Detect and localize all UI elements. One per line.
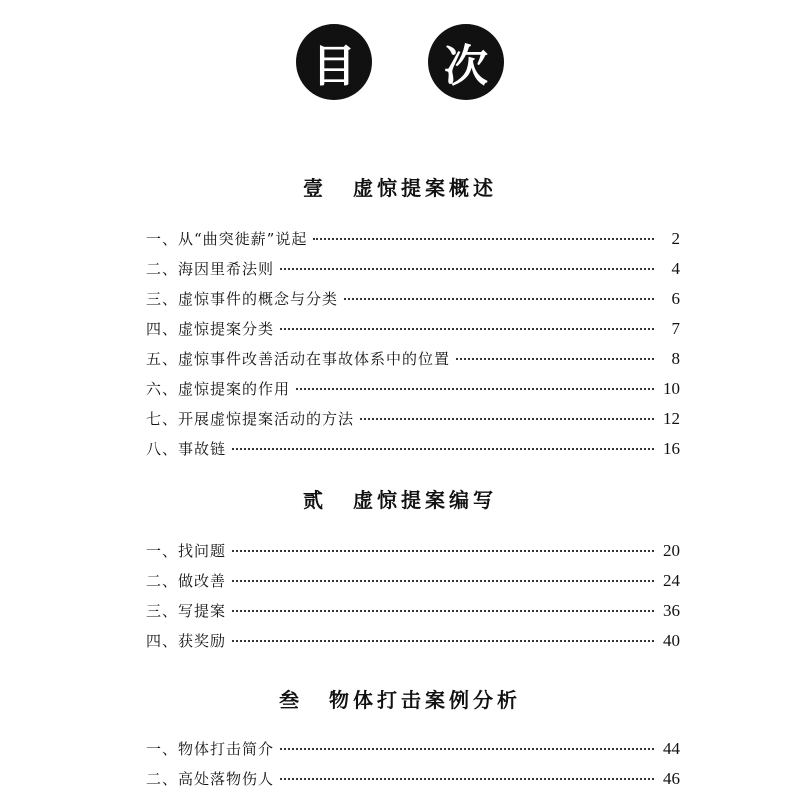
leader-dots bbox=[360, 418, 654, 420]
toc-entry-page: 2 bbox=[671, 229, 680, 248]
section-title: 物体打击案例分析 bbox=[329, 688, 521, 712]
page-title bbox=[0, 24, 800, 100]
toc-list-1 bbox=[146, 228, 680, 468]
leader-dots bbox=[232, 610, 654, 612]
toc-entry[interactable] bbox=[146, 540, 680, 570]
toc-entry-label: 五、虚惊事件改善活动在事故体系中的位置 bbox=[146, 350, 451, 368]
toc-entry-page: 4 bbox=[671, 259, 680, 278]
toc-entry[interactable] bbox=[146, 738, 680, 768]
toc-entry-label: 二、高处落物伤人 bbox=[146, 770, 275, 788]
toc-entry[interactable] bbox=[146, 348, 680, 378]
leader-dots bbox=[456, 358, 654, 360]
leader-dots bbox=[232, 550, 654, 552]
leader-dots bbox=[232, 580, 654, 582]
toc-entry-page: 24 bbox=[663, 571, 680, 590]
toc-entry-label: 六、虚惊提案的作用 bbox=[146, 380, 291, 398]
leader-dots bbox=[280, 328, 654, 330]
toc-entry-page: 20 bbox=[663, 541, 680, 560]
leader-dots bbox=[313, 238, 654, 240]
toc-entry[interactable] bbox=[146, 408, 680, 438]
toc-entry-page: 40 bbox=[663, 631, 680, 650]
leader-dots bbox=[280, 778, 654, 780]
toc-entry[interactable] bbox=[146, 318, 680, 348]
section-heading-3 bbox=[0, 684, 800, 713]
toc-entry-label: 三、写提案 bbox=[146, 602, 227, 620]
toc-entry-label: 一、物体打击简介 bbox=[146, 740, 275, 758]
toc-entry[interactable] bbox=[146, 228, 680, 258]
toc-entry-page: 36 bbox=[663, 601, 680, 620]
leader-dots bbox=[232, 448, 654, 450]
toc-list-2 bbox=[146, 540, 680, 660]
toc-entry[interactable] bbox=[146, 768, 680, 798]
toc-entry-label: 一、从“曲突徙薪”说起 bbox=[146, 230, 308, 248]
section-number: 叁 bbox=[279, 688, 303, 712]
toc-entry-label: 一、找问题 bbox=[146, 542, 227, 560]
leader-dots bbox=[344, 298, 654, 300]
toc-entry[interactable] bbox=[146, 570, 680, 600]
leader-dots bbox=[280, 268, 654, 270]
leader-dots bbox=[296, 388, 654, 390]
toc-entry-page: 10 bbox=[663, 379, 680, 398]
section-heading-2 bbox=[0, 484, 800, 513]
toc-entry-page: 44 bbox=[663, 739, 680, 758]
title-char-1: 目 bbox=[296, 24, 372, 100]
toc-entry-label: 三、虚惊事件的概念与分类 bbox=[146, 290, 339, 308]
toc-entry[interactable] bbox=[146, 258, 680, 288]
leader-dots bbox=[232, 640, 654, 642]
toc-entry-page: 8 bbox=[671, 349, 680, 368]
toc-entry-page: 16 bbox=[663, 439, 680, 458]
title-char-2: 次 bbox=[428, 24, 504, 100]
toc-entry[interactable] bbox=[146, 288, 680, 318]
section-heading-1 bbox=[0, 172, 800, 201]
leader-dots bbox=[280, 748, 654, 750]
toc-entry-label: 八、事故链 bbox=[146, 440, 227, 458]
toc-entry-page: 12 bbox=[663, 409, 680, 428]
toc-list-3 bbox=[146, 738, 680, 798]
toc-entry-label: 七、开展虚惊提案活动的方法 bbox=[146, 410, 355, 428]
section-number: 贰 bbox=[303, 488, 327, 512]
toc-entry[interactable] bbox=[146, 438, 680, 468]
toc-entry-page: 7 bbox=[671, 319, 680, 338]
toc-entry-page: 46 bbox=[663, 769, 680, 788]
section-number: 壹 bbox=[303, 176, 327, 200]
toc-entry-label: 四、虚惊提案分类 bbox=[146, 320, 275, 338]
toc-entry-label: 二、海因里希法则 bbox=[146, 260, 275, 278]
toc-entry-label: 二、做改善 bbox=[146, 572, 227, 590]
toc-entry-page: 6 bbox=[671, 289, 680, 308]
toc-entry[interactable] bbox=[146, 600, 680, 630]
toc-entry[interactable] bbox=[146, 630, 680, 660]
toc-entry-label: 四、获奖励 bbox=[146, 632, 227, 650]
section-title: 虚惊提案编写 bbox=[353, 488, 497, 512]
toc-entry[interactable] bbox=[146, 378, 680, 408]
section-title: 虚惊提案概述 bbox=[353, 176, 497, 200]
